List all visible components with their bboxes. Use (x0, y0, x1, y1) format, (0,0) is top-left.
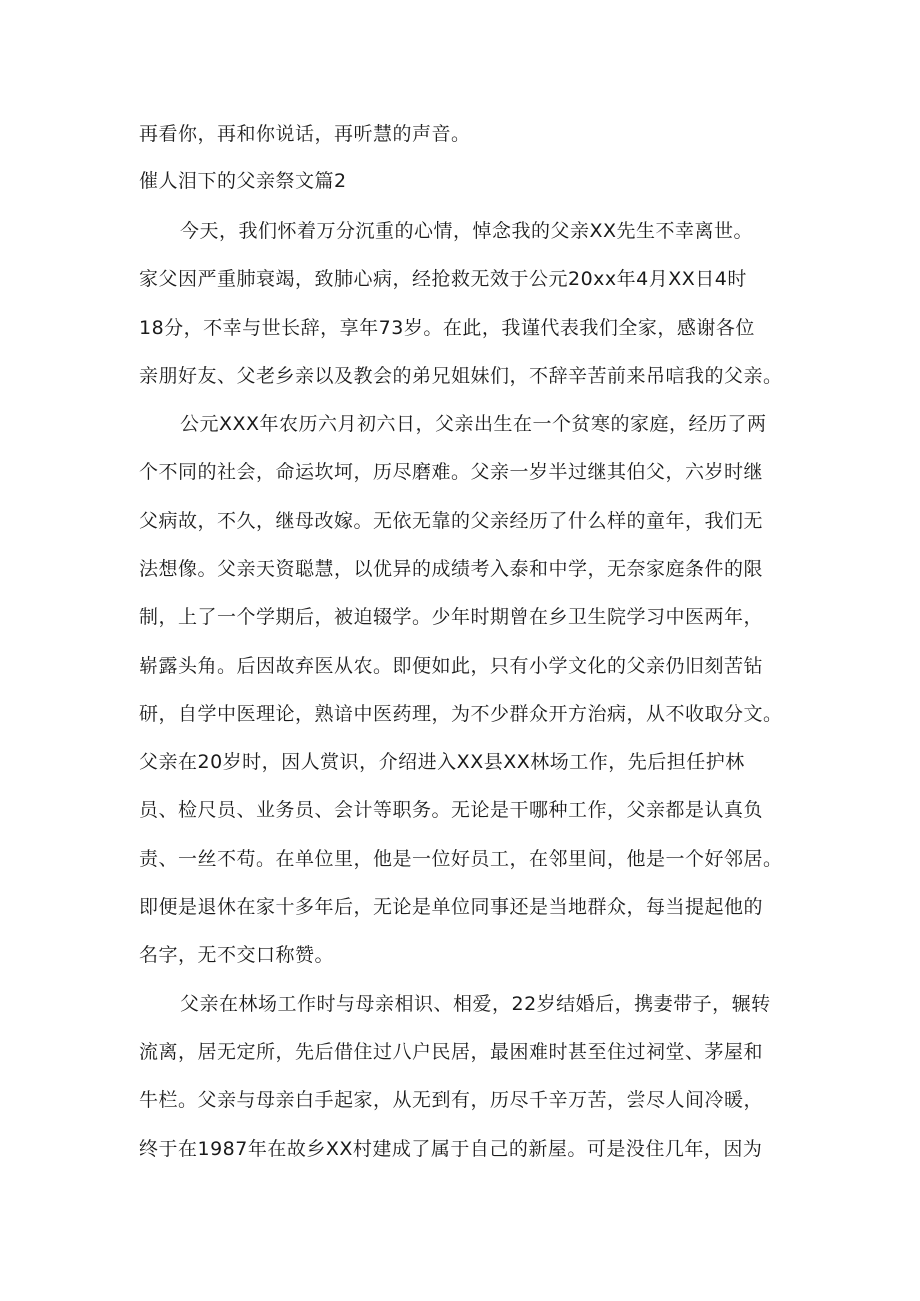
text-line: 再看你，再和你说话，再听慧的声音。 (139, 123, 471, 145)
text-line: 个不同的社会，命运坎坷，历尽磨难。父亲一岁半过继其伯父，六岁时继 (139, 461, 764, 483)
text-line: 研，自学中医理论，熟谙中医药理，为不少群众开方治病，从不收取分文。 (139, 703, 783, 725)
text-line: 制，上了一个学期后，被迫辍学。少年时期曾在乡卫生院学习中医两年， (139, 606, 764, 628)
text-line: 18分，不幸与世长辞，享年73岁。在此，我谨代表我们全家，感谢各位 (139, 317, 755, 339)
paragraph-first-line: 公元XXX年农历六月初六日，父亲出生在一个贫寒的家庭，经历了两 (180, 413, 767, 435)
text-line: 即便是退休在家十多年后，无论是单位同事还是当地群众，每当提起他的 (139, 896, 764, 918)
text-line: 员、检尺员、业务员、会计等职务。无论是干哪种工作，父亲都是认真负 (139, 799, 764, 821)
text-line: 崭露头角。后因故弃医从农。即便如此，只有小学文化的父亲仍旧刻苦钻 (139, 655, 764, 677)
text-line: 终于在1987年在故乡XX村建成了属于自己的新屋。可是没住几年，因为 (139, 1138, 763, 1160)
text-line: 家父因严重肺衰竭，致肺心病，经抢救无效于公元20xx年4月XX日4时 (139, 268, 747, 290)
paragraph-first-line: 今天，我们怀着万分沉重的心情，悼念我的父亲XX先生不幸离世。 (180, 220, 754, 242)
section-heading: 催人泪下的父亲祭文篇2 (139, 170, 347, 192)
paragraph-first-line: 父亲在林场工作时与母亲相识、相爱，22岁结婚后，携妻带子，辗转 (180, 993, 771, 1015)
text-line: 父病故，不久，继母改嫁。无依无靠的父亲经历了什么样的童年，我们无 (139, 510, 764, 532)
text-line: 流离，居无定所，先后借住过八户民居，最困难时甚至住过祠堂、茅屋和 (139, 1041, 764, 1063)
text-line: 责、一丝不苟。在单位里，他是一位好员工，在邻里间，他是一个好邻居。 (139, 848, 783, 870)
text-line: 名字，无不交口称赞。 (139, 944, 335, 966)
text-line: 亲朋好友、父老乡亲以及教会的弟兄姐妹们，不辞辛苦前来吊唁我的父亲。 (139, 365, 783, 387)
text-line: 父亲在20岁时，因人赏识，介绍进入XX县XX林场工作，先后担任护林 (139, 751, 745, 773)
text-line: 牛栏。父亲与母亲白手起家，从无到有，历尽千辛万苦，尝尽人间冷暖， (139, 1089, 764, 1111)
text-line: 法想像。父亲天资聪慧，以优异的成绩考入泰和中学，无奈家庭条件的限 (139, 558, 764, 580)
